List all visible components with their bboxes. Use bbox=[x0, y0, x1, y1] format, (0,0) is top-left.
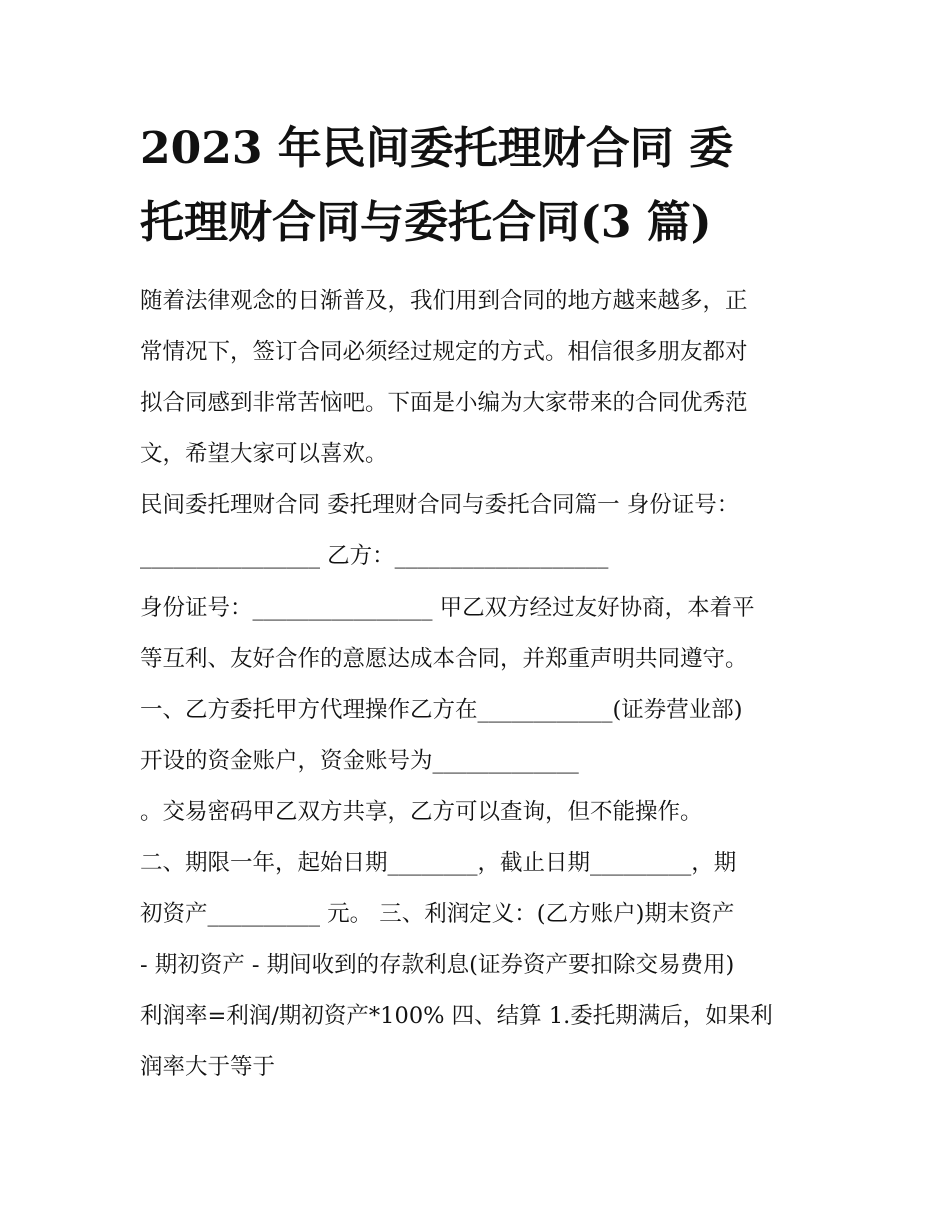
document-body bbox=[140, 276, 820, 1094]
body-line: 开设的资金账户，资金账号为_____________ bbox=[140, 747, 579, 774]
body-line: 拟合同感到非常苦恼吧。下面是小编为大家带来的合同优秀范 bbox=[140, 390, 748, 417]
title-line-2: 托理财合同与委托合同(3 篇) bbox=[140, 197, 712, 248]
body-line: 常情况下，签订合同必须经过规定的方式。相信很多朋友都对 bbox=[140, 339, 748, 366]
title-line-1: 2023 年民间委托理财合同 委 bbox=[140, 123, 734, 174]
body-line: 民间委托理财合同 委托理财合同与委托合同篇一 身份证号： bbox=[140, 492, 740, 519]
body-line: - 期初资产 - 期间收到的存款利息(证券资产要扣除交易费用) bbox=[140, 952, 735, 979]
document-title bbox=[140, 112, 820, 260]
body-line: 等互利、友好合作的意愿达成本合同，并郑重声明共同遵守。 bbox=[140, 645, 748, 672]
body-line: 润率大于等于 bbox=[140, 1054, 276, 1081]
body-line: 随着法律观念的日渐普及，我们用到合同的地方越来越多，正 bbox=[140, 288, 748, 314]
body-line: 身份证号：________________ 甲乙双方经过友好协商，本着平 bbox=[140, 594, 755, 621]
body-line: 一、乙方委托甲方代理操作乙方在____________(证券营业部) bbox=[140, 696, 743, 723]
body-line: 二、期限一年，起始日期________，截止日期_________，期 bbox=[140, 850, 737, 877]
body-line: 。交易密码甲乙双方共享，乙方可以查询，但不能操作。 bbox=[140, 798, 703, 825]
body-line: ________________ 乙方：___________________ bbox=[140, 543, 609, 570]
body-line: 利润率=利润/期初资产*100% 四、结算 1.委托期满后，如果利 bbox=[140, 1003, 773, 1030]
body-line: 文，希望大家可以喜欢。 bbox=[140, 441, 388, 468]
body-line: 初资产__________ 元。 三、利润定义：(乙方账户)期末资产 bbox=[140, 901, 735, 928]
